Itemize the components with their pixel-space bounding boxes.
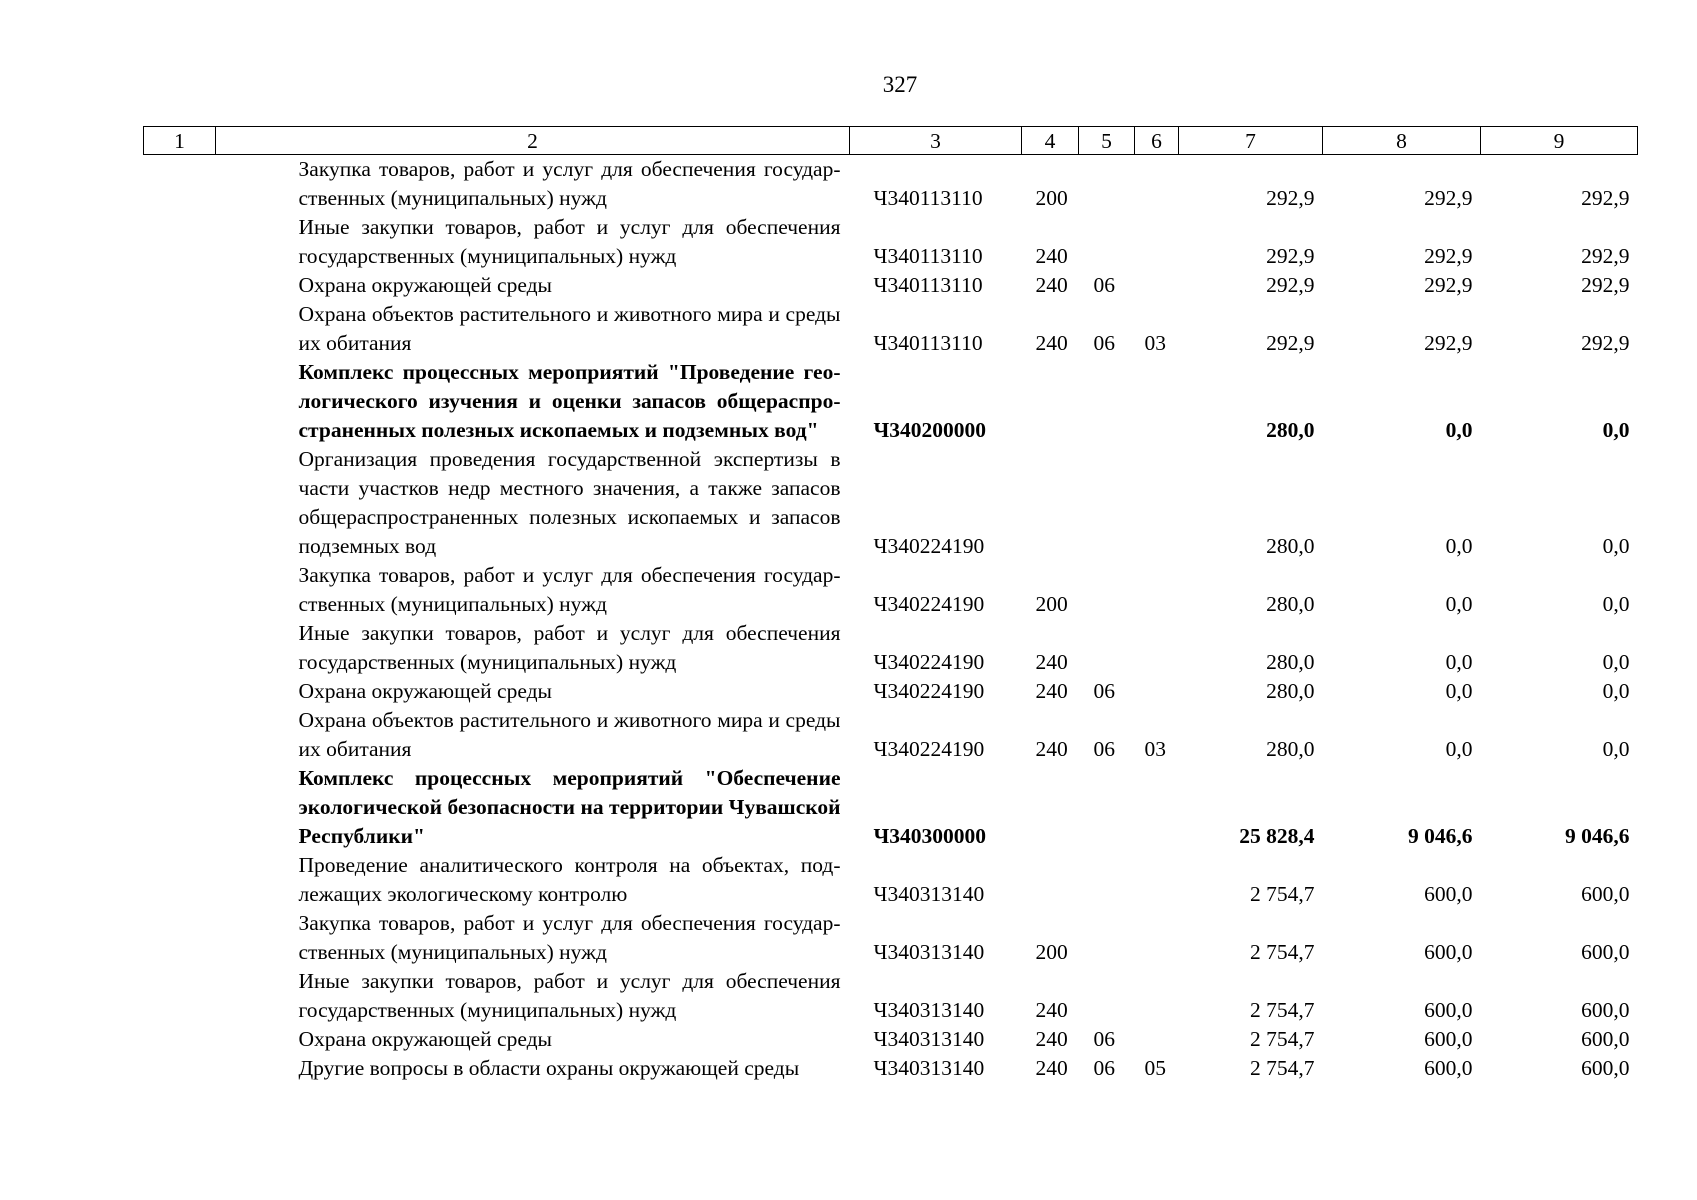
row-code: Ч340313140	[873, 882, 985, 906]
row-col4: 240	[1035, 737, 1068, 761]
row-col5	[1079, 764, 1135, 851]
row-name: Закупка товаров, работ и услуг для обеспечения государственных (муниципальных) нужд	[298, 157, 841, 210]
row-value-7: 280,0	[1266, 534, 1315, 558]
row-col6: 03	[1144, 737, 1166, 761]
row-number	[144, 358, 216, 445]
row-number	[144, 1025, 216, 1054]
row-value-8: 600,0	[1424, 1027, 1473, 1051]
row-col4: 240	[1035, 1027, 1068, 1051]
row-value-9: 292,9	[1581, 186, 1630, 210]
row-name: Иные закупки товаров, работ и услуг для обеспечения государственных (муниципальных) нужд	[298, 969, 841, 1022]
row-col6	[1135, 358, 1179, 445]
row-name: Охрана объектов растительного и животного мира и среды их обитания	[298, 708, 841, 761]
row-col5: 06	[1093, 679, 1115, 703]
row-code: Ч340313140	[873, 940, 985, 964]
row-number	[144, 619, 216, 677]
row-col5: 06	[1093, 1027, 1115, 1051]
header-row	[144, 127, 1638, 155]
row-value-9: 0,0	[1602, 592, 1630, 616]
row-col4: 200	[1035, 940, 1068, 964]
row-name: Организация проведения государственной экспертизы в части участков недр местного значения, а также запасов общераспространенных полезных ископаемых и запасов подземных вод	[298, 447, 841, 558]
row-code: Ч340113110	[873, 331, 983, 355]
column-header-3: 3	[850, 127, 1022, 155]
row-number	[144, 445, 216, 561]
table-row	[144, 706, 1638, 764]
row-value-7: 2 754,7	[1250, 1027, 1315, 1051]
row-value-9: 0,0	[1602, 418, 1630, 442]
row-col4	[1022, 445, 1079, 561]
column-header-6: 6	[1135, 127, 1179, 155]
row-code: Ч340224190	[873, 679, 985, 703]
table-row	[144, 851, 1638, 909]
row-number	[144, 561, 216, 619]
row-value-7: 2 754,7	[1250, 882, 1315, 906]
row-name: Комплекс процессных мероприятий "Обеспечение экологической безопасности на территории Чувашской Республики"	[298, 766, 841, 848]
row-col4: 200	[1035, 186, 1068, 210]
row-code: Ч340113110	[873, 244, 983, 268]
row-value-7: 280,0	[1266, 650, 1315, 674]
row-col6	[1135, 764, 1179, 851]
row-value-8: 0,0	[1445, 418, 1473, 442]
row-value-7: 280,0	[1266, 679, 1315, 703]
row-code: Ч340224190	[873, 534, 985, 558]
row-value-7: 2 754,7	[1250, 1056, 1315, 1080]
row-value-8: 0,0	[1445, 650, 1473, 674]
row-value-7: 292,9	[1266, 186, 1315, 210]
row-name: Иные закупки товаров, работ и услуг для обеспечения государственных (муниципальных) нужд	[298, 621, 841, 674]
row-name: Иные закупки товаров, работ и услуг для обеспечения государственных (муниципальных) нужд	[298, 215, 841, 268]
row-name: Комплекс процессных мероприятий "Проведение геологического изучения и оценки запасов общераспространенных полезных ископаемых и подземных вод"	[298, 360, 841, 442]
row-value-9: 600,0	[1581, 1027, 1630, 1051]
table-row	[144, 1025, 1638, 1054]
row-code: Ч340224190	[873, 650, 985, 674]
row-col5: 06	[1093, 331, 1115, 355]
row-value-7: 292,9	[1266, 331, 1315, 355]
row-value-9: 600,0	[1581, 882, 1630, 906]
row-col5: 06	[1093, 737, 1115, 761]
row-col6: 03	[1144, 331, 1166, 355]
row-col4: 240	[1035, 679, 1068, 703]
row-code: Ч340224190	[873, 737, 985, 761]
table-row	[144, 300, 1638, 358]
row-code: Ч340113110	[873, 186, 983, 210]
row-number	[144, 909, 216, 967]
row-col4: 240	[1035, 331, 1068, 355]
row-number	[144, 851, 216, 909]
row-col5	[1079, 445, 1135, 561]
row-number	[144, 213, 216, 271]
row-col5: 06	[1093, 273, 1115, 297]
row-value-7: 2 754,7	[1250, 940, 1315, 964]
row-col6	[1135, 967, 1179, 1025]
row-value-7: 280,0	[1266, 418, 1315, 442]
table-body	[144, 155, 1638, 1084]
row-col6	[1135, 271, 1179, 300]
column-header-9: 9	[1481, 127, 1638, 155]
table-row	[144, 909, 1638, 967]
row-value-8: 600,0	[1424, 998, 1473, 1022]
row-col5	[1079, 155, 1135, 214]
table-row	[144, 561, 1638, 619]
row-col4: 240	[1035, 273, 1068, 297]
row-value-8: 0,0	[1445, 592, 1473, 616]
row-col6	[1135, 909, 1179, 967]
row-code: Ч340224190	[873, 592, 985, 616]
column-header-8: 8	[1323, 127, 1481, 155]
table-row	[144, 358, 1638, 445]
row-value-7: 292,9	[1266, 273, 1315, 297]
row-value-8: 600,0	[1424, 882, 1473, 906]
table-row	[144, 677, 1638, 706]
row-value-9: 292,9	[1581, 273, 1630, 297]
row-col6: 05	[1144, 1056, 1166, 1080]
row-value-8: 292,9	[1424, 273, 1473, 297]
row-name: Закупка товаров, работ и услуг для обеспечения государственных (муниципальных) нужд	[298, 911, 841, 964]
budget-table	[143, 126, 1638, 1083]
row-col5	[1079, 213, 1135, 271]
row-code: Ч340200000	[873, 418, 987, 442]
row-col4: 240	[1035, 998, 1068, 1022]
row-value-9: 292,9	[1581, 244, 1630, 268]
table-row	[144, 764, 1638, 851]
row-number	[144, 764, 216, 851]
column-header-7: 7	[1179, 127, 1323, 155]
table-row	[144, 155, 1638, 214]
row-value-8: 0,0	[1445, 679, 1473, 703]
row-name: Проведение аналитического контроля на объектах, подлежащих экологическому контролю	[298, 853, 841, 906]
row-col5	[1079, 561, 1135, 619]
row-number	[144, 300, 216, 358]
row-value-9: 600,0	[1581, 940, 1630, 964]
row-number	[144, 967, 216, 1025]
column-header-2: 2	[216, 127, 850, 155]
row-value-8: 0,0	[1445, 737, 1473, 761]
row-col6	[1135, 561, 1179, 619]
row-value-8: 292,9	[1424, 186, 1473, 210]
row-value-9: 0,0	[1602, 650, 1630, 674]
row-value-8: 9 046,6	[1408, 824, 1473, 848]
row-value-8: 600,0	[1424, 1056, 1473, 1080]
column-header-4: 4	[1022, 127, 1079, 155]
row-name: Закупка товаров, работ и услуг для обеспечения государственных (муниципальных) нужд	[298, 563, 841, 616]
row-col6	[1135, 619, 1179, 677]
column-header-1: 1	[144, 127, 216, 155]
row-col5	[1079, 851, 1135, 909]
row-col6	[1135, 1025, 1179, 1054]
row-value-8: 292,9	[1424, 244, 1473, 268]
row-number	[144, 706, 216, 764]
row-number	[144, 155, 216, 214]
row-value-7: 2 754,7	[1250, 998, 1315, 1022]
row-col4	[1022, 764, 1079, 851]
row-col6	[1135, 213, 1179, 271]
row-value-8: 0,0	[1445, 534, 1473, 558]
row-value-8: 600,0	[1424, 940, 1473, 964]
row-code: Ч340313140	[873, 1056, 985, 1080]
row-value-9: 0,0	[1602, 737, 1630, 761]
page-number: 327	[882, 72, 918, 97]
row-value-9: 600,0	[1581, 998, 1630, 1022]
row-col5: 06	[1093, 1056, 1115, 1080]
row-value-7: 280,0	[1266, 592, 1315, 616]
row-name: Охрана окружающей среды	[298, 273, 552, 297]
row-col4	[1022, 851, 1079, 909]
table-row	[144, 213, 1638, 271]
row-value-8: 292,9	[1424, 331, 1473, 355]
row-name: Охрана объектов растительного и животного мира и среды их обитания	[298, 302, 841, 355]
row-col6	[1135, 445, 1179, 561]
row-value-9: 0,0	[1602, 679, 1630, 703]
row-value-7: 292,9	[1266, 244, 1315, 268]
row-value-7: 280,0	[1266, 737, 1315, 761]
row-number	[144, 271, 216, 300]
row-value-9: 600,0	[1581, 1056, 1630, 1080]
row-col6	[1135, 851, 1179, 909]
row-value-7: 25 828,4	[1239, 824, 1315, 848]
table-row	[144, 271, 1638, 300]
row-number	[144, 1054, 216, 1083]
table-row	[144, 1054, 1638, 1083]
row-col4: 240	[1035, 244, 1068, 268]
row-value-9: 0,0	[1602, 534, 1630, 558]
table-row	[144, 445, 1638, 561]
row-col4	[1022, 358, 1079, 445]
row-col4: 240	[1035, 650, 1068, 674]
row-code: Ч340300000	[873, 824, 987, 848]
row-col5	[1079, 967, 1135, 1025]
table-row	[144, 967, 1638, 1025]
row-code: Ч340113110	[873, 273, 983, 297]
row-number	[144, 677, 216, 706]
table-row	[144, 619, 1638, 677]
row-col4: 240	[1035, 1056, 1068, 1080]
row-col6	[1135, 155, 1179, 214]
row-name: Охрана окружающей среды	[298, 679, 552, 703]
row-col4: 200	[1035, 592, 1068, 616]
row-name: Другие вопросы в области охраны окружающей среды	[298, 1056, 800, 1080]
row-col5	[1079, 358, 1135, 445]
table-header	[144, 127, 1638, 155]
row-value-9: 9 046,6	[1565, 824, 1630, 848]
row-code: Ч340313140	[873, 1027, 985, 1051]
row-value-9: 292,9	[1581, 331, 1630, 355]
row-col5	[1079, 909, 1135, 967]
row-col5	[1079, 619, 1135, 677]
column-header-5: 5	[1079, 127, 1135, 155]
row-col6	[1135, 677, 1179, 706]
row-name: Охрана окружающей среды	[298, 1027, 552, 1051]
row-code: Ч340313140	[873, 998, 985, 1022]
